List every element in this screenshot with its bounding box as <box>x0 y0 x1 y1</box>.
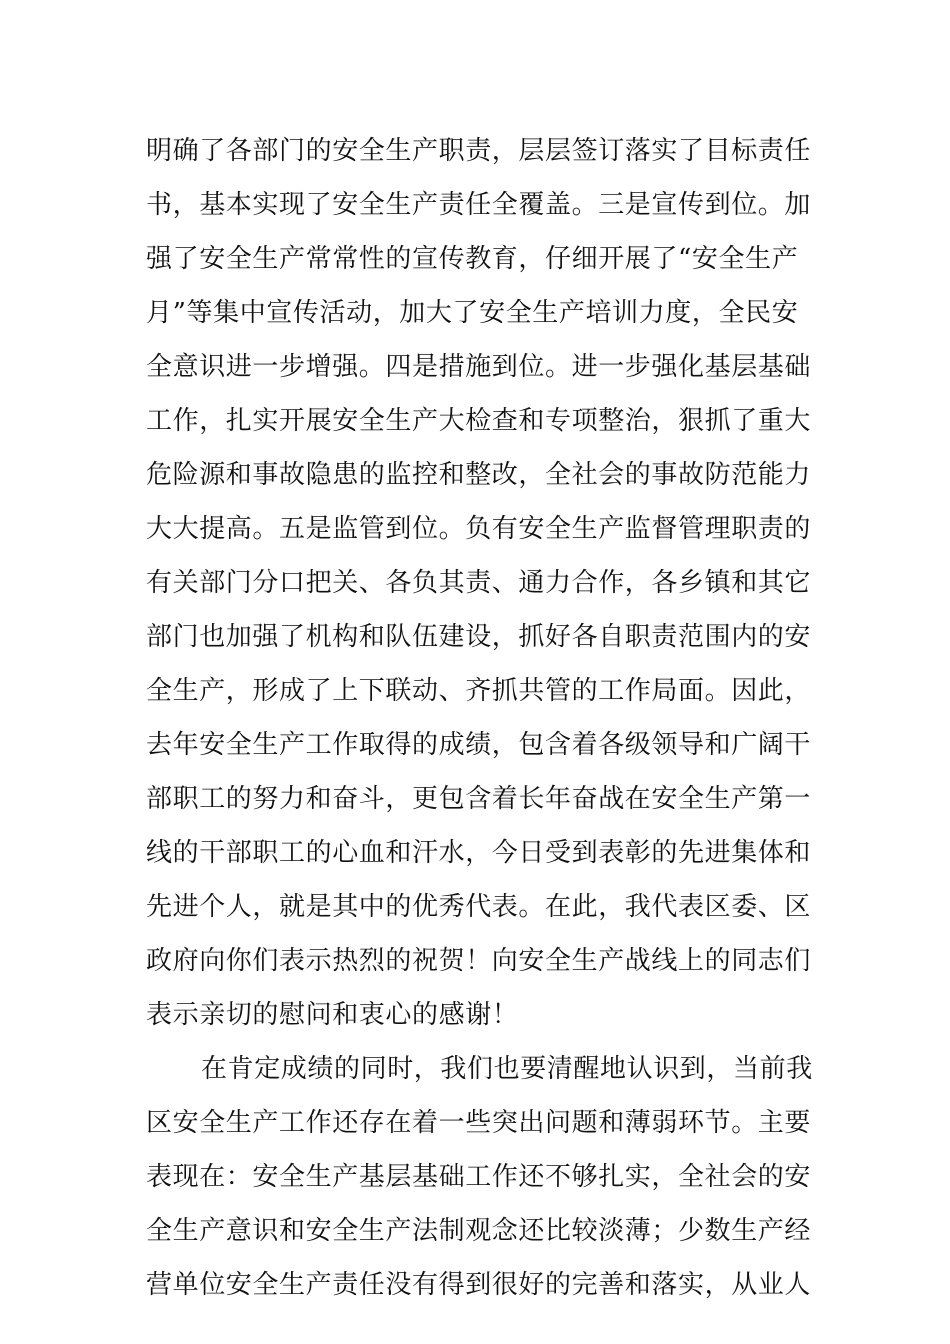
text-line: 危险源和事故隐患的监控和整改，全社会的事故防范能力 <box>146 460 812 490</box>
text-line: 大大提高。五是监管到位。负有安全生产监督管理职责的 <box>146 514 812 544</box>
text-line: 强了安全生产常常性的宣传教育，仔细开展了“安全生产 <box>146 244 799 274</box>
text-line: 明确了各部门的安全生产职责，层层签订落实了目标责任 <box>146 136 812 166</box>
text-line: 表现在：安全生产基层基础工作还不够扎实，全社会的安 <box>146 1162 812 1192</box>
text-line: 全生产意识和安全生产法制观念还比较淡薄；少数生产经 <box>146 1216 812 1246</box>
body-text <box>146 124 826 1312</box>
text-line: 区安全生产工作还存在着一些突出问题和薄弱环节。主要 <box>146 1108 812 1138</box>
text-line: 部门也加强了机构和队伍建设，抓好各自职责范围内的安 <box>146 622 812 652</box>
text-line: 全生产，形成了上下联动、齐抓共管的工作局面。因此， <box>146 676 812 706</box>
text-line: 书，基本实现了安全生产责任全覆盖。三是宣传到位。加 <box>146 190 812 220</box>
text-line: 全意识进一步增强。四是措施到位。进一步强化基层基础 <box>146 352 812 382</box>
text-line: 工作，扎实开展安全生产大检查和专项整治，狠抓了重大 <box>146 406 812 436</box>
text-line: 营单位安全生产责任没有得到很好的完善和落实，从业人 <box>146 1270 812 1300</box>
text-line: 表示亲切的慰问和衷心的感谢！ <box>146 1000 519 1030</box>
text-line: 政府向你们表示热烈的祝贺！向安全生产战线上的同志们 <box>146 946 812 976</box>
text-line: 线的干部职工的心血和汗水，今日受到表彰的先进集体和 <box>146 838 812 868</box>
text-line: 月”等集中宣传活动，加大了安全生产培训力度，全民安 <box>146 298 799 328</box>
text-line: 部职工的努力和奋斗，更包含着长年奋战在安全生产第一 <box>146 784 812 814</box>
text-line: 先进个人，就是其中的优秀代表。在此，我代表区委、区 <box>146 892 812 922</box>
paragraph-start-line: 在肯定成绩的同时，我们也要清醒地认识到，当前我 <box>201 1054 813 1084</box>
text-line: 有关部门分口把关、各负其责、通力合作，各乡镇和其它 <box>146 568 812 598</box>
text-line: 去年安全生产工作取得的成绩，包含着各级领导和广阔干 <box>146 730 812 760</box>
